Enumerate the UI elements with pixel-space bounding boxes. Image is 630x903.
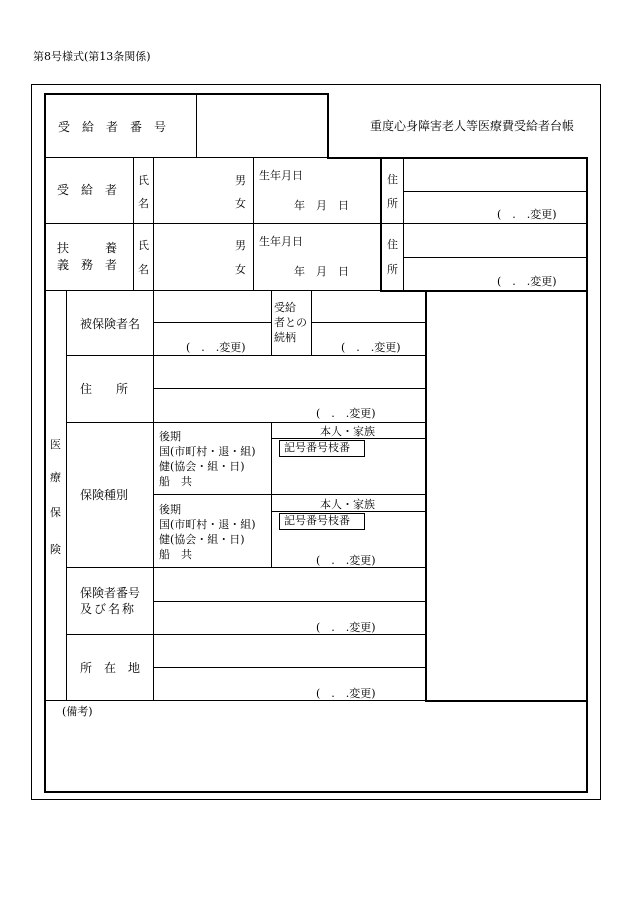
form-number: 第8号様式(第13条関係) <box>33 50 151 63</box>
recipient-name-label-2: 名 <box>138 197 149 210</box>
insurance-section-char-2: 療 <box>50 471 61 484</box>
guardian-name-label-1: 氏 <box>138 239 149 252</box>
recipient-number-label: 受 給 者 番 号 <box>58 120 167 134</box>
type-option-4b: 船 共 <box>159 548 192 561</box>
guardian-address-change: ( . .変更) <box>497 275 557 288</box>
self-family-2: 本人・家族 <box>320 498 375 511</box>
symbol-number-1: 記号番号枝番 <box>284 441 350 454</box>
guardian-name-label-2: 名 <box>138 263 149 276</box>
guardian-label-1: 扶 養 <box>57 241 118 255</box>
recipient-name-label-1: 氏 <box>138 174 149 187</box>
type-option-2a: 国(市町村・退・組) <box>159 445 256 458</box>
recipient-birth-label: 生年月日 <box>259 169 303 182</box>
remarks-label: (備考) <box>62 705 93 718</box>
insured-address-label: 住 所 <box>80 382 129 396</box>
insured-name-label: 被保険者名 <box>80 317 141 331</box>
insurance-section-char-3: 保 <box>50 506 61 519</box>
recipient-address-change: ( . .変更) <box>497 208 557 221</box>
type-option-2b: 国(市町村・退・組) <box>159 518 256 531</box>
location-label: 所 在 地 <box>80 661 141 675</box>
guardian-female: 女 <box>235 263 246 276</box>
guardian-address-label-1: 住 <box>387 238 398 251</box>
guardian-birth-label: 生年月日 <box>259 235 303 248</box>
type-option-3a: 健(協会・組・日) <box>159 460 245 473</box>
recipient-date-placeholder: 年 月 日 <box>294 199 349 212</box>
insurance-section-char-4: 険 <box>50 543 61 556</box>
location-change: ( . .変更) <box>316 687 376 700</box>
insurer-label-1: 保険者番号 <box>80 586 141 600</box>
recipient-female: 女 <box>235 197 246 210</box>
recipient-address-label-1: 住 <box>387 173 398 186</box>
relation-label-2: 者との <box>274 316 307 329</box>
type-option-4a: 船 共 <box>159 475 192 488</box>
insurance-section-char-1: 医 <box>50 438 61 451</box>
guardian-address-label-2: 所 <box>387 263 398 276</box>
type-option-1b: 後期 <box>159 503 181 516</box>
guardian-male: 男 <box>235 239 246 252</box>
guardian-date-placeholder: 年 月 日 <box>294 265 349 278</box>
relation-label-3: 続柄 <box>274 331 296 344</box>
recipient-male: 男 <box>235 174 246 187</box>
symbol-number-2: 記号番号枝番 <box>284 514 350 527</box>
guardian-label-2: 義 務 者 <box>57 258 118 272</box>
type-option-3b: 健(協会・組・日) <box>159 533 245 546</box>
insured-name-change: ( . .変更) <box>186 341 246 354</box>
insurer-change: ( . .変更) <box>316 621 376 634</box>
type-option-1a: 後期 <box>159 430 181 443</box>
relation-label-1: 受給 <box>274 301 296 314</box>
insurance-type-label: 保険種別 <box>80 488 129 502</box>
recipient-label: 受 給 者 <box>57 183 118 197</box>
type-change: ( . .変更) <box>316 554 376 567</box>
self-family-1: 本人・家族 <box>320 425 375 438</box>
recipient-address-label-2: 所 <box>387 197 398 210</box>
ledger-title: 重度心身障害老人等医療費受給者台帳 <box>370 119 575 133</box>
insurer-label-2: 及び名称 <box>80 602 137 616</box>
insured-address-change: ( . .変更) <box>316 407 376 420</box>
relation-change: ( . .変更) <box>341 341 401 354</box>
